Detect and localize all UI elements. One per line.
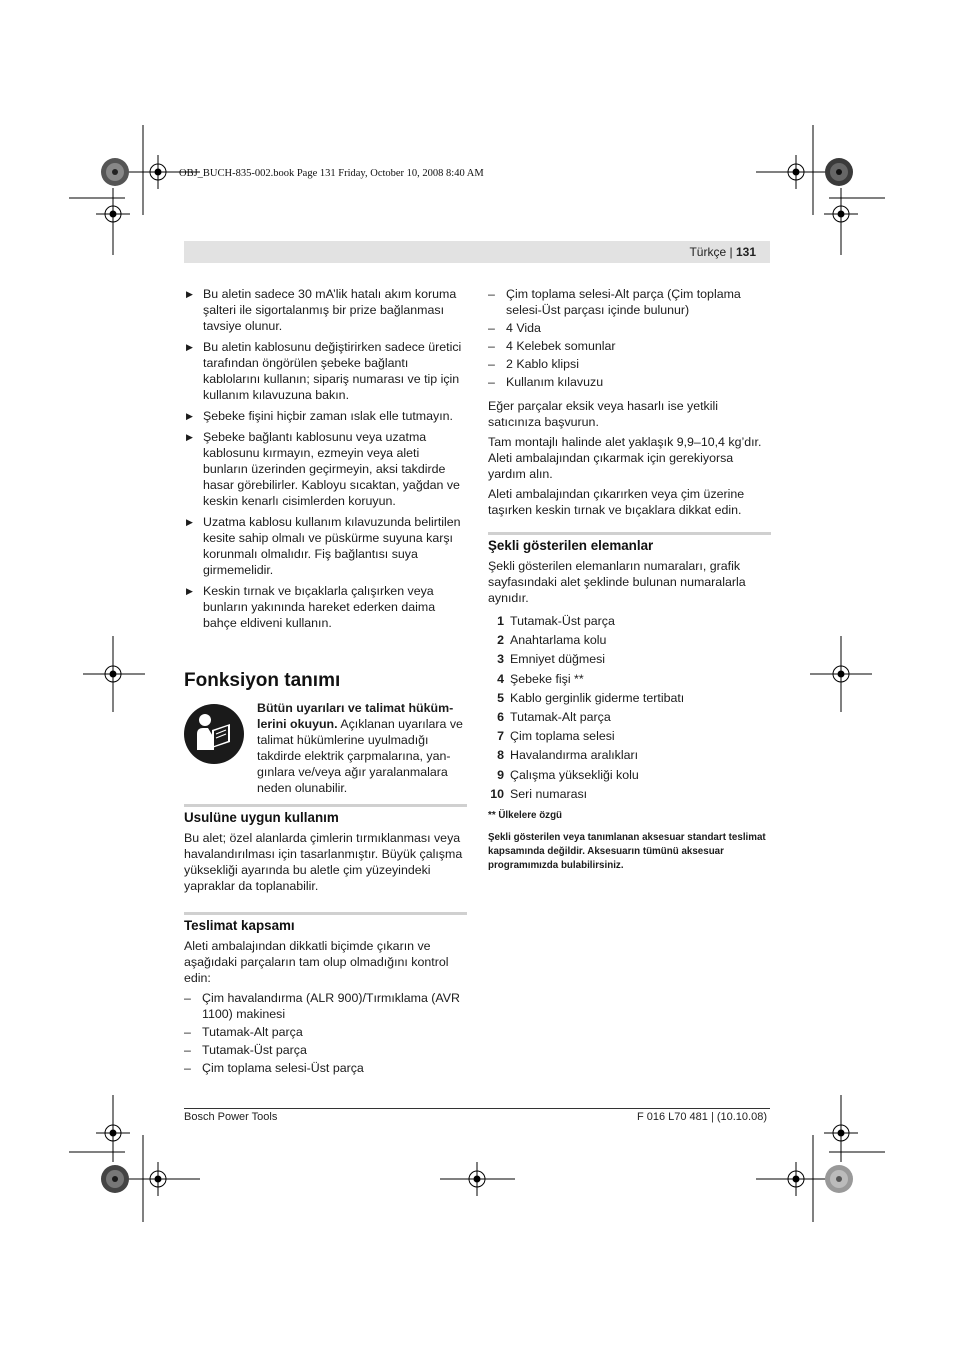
footer-brand: Bosch Power Tools	[184, 1111, 278, 1123]
registration-mark-icon	[810, 636, 872, 712]
registration-mark-icon	[824, 1095, 885, 1162]
component-item: 9 Çalışma yüksekliği kolu	[497, 767, 639, 782]
component-item: 3 Emniyet düğmesi	[497, 652, 606, 667]
component-item: 1 Tutamak-Üst parça	[497, 614, 615, 628]
footer-doc-number: F 016 L70 481 | (10.10.08)	[636, 1111, 767, 1123]
bullet-triangle-icon: ▶	[186, 411, 193, 421]
component-item: 10 Seri numarası	[490, 786, 588, 801]
registration-mark-icon	[123, 1135, 200, 1222]
bullet-triangle-icon: ▶	[186, 517, 193, 527]
component-item: 8 Havalandırma aralıkları	[497, 748, 639, 763]
delivery-note: Aleti ambalajından çıkarırken veya çim üzerine taşırken keskin tırnak ve bıçaklara dikkat edin.	[488, 487, 745, 517]
intended-use-text: Bu alet; özel alanlarda çimlerin tırmıklanması veya havalandırılması için tasarlanmıştır. Büyük çalışma yüksekliği ayarında bu aletle çim yüzeyindeki yapraklar da toplanabilir.	[184, 831, 463, 893]
section-title: Fonksiyon tanımı	[184, 670, 341, 691]
components-heading: Şekli gösterilen elemanlar	[488, 532, 771, 555]
page-header-bar	[184, 241, 770, 263]
safety-bullet: ▶ Bu aletin sadece 30 mA’lik hatalı akım koruma şalteri ile sigortalanmış bir prize bağlanması tavsiye olunur.	[186, 287, 457, 333]
safety-bullet: ▶ Uzatma kablosu kullanım kılavuzunda belirtilen kesite sahip olmalı ve püskürme suyuna karşı korunmalı olmalıdır. Fiş bağlantısı suya girmemelidir.	[186, 515, 461, 577]
color-wheel-icon	[825, 1165, 853, 1193]
component-item: 2 Anahtarlama kolu	[497, 633, 607, 648]
component-item: 6 Tutamak-Alt parça	[497, 709, 611, 724]
safety-bullet: ▶ Keskin tırnak ve bıçaklarla çalışırken veya bunların yakınında hareket ederken daima bahçe eldiveni kullanın.	[186, 584, 436, 630]
component-item: 5 Kablo gerginlik giderme tertibatı	[497, 690, 685, 705]
registration-mark-icon	[756, 1135, 833, 1222]
left-column	[184, 286, 467, 1078]
delivery-item: – Tutamak-Alt parça	[184, 1025, 303, 1039]
delivery-note: Eğer parçalar eksik veya hasarlı ise yetkili satıcınıza başvurun.	[488, 399, 719, 429]
accessory-note: Şekli gösterilen veya tanımlanan aksesuar standart teslimat kapsamında değildir. Aksesuarın tümünü aksesuar programımızda bulabilirsiniz.	[488, 831, 766, 871]
registration-mark-icon	[69, 188, 130, 255]
intended-use-heading: Usulüne uygun kullanım	[184, 804, 467, 827]
components-intro: Şekli gösterilen elemanların numaraları, grafik sayfasındaki alet şeklinde bulunan numaralarla aynıdır.	[488, 559, 746, 605]
registration-mark-icon	[69, 1095, 130, 1162]
delivery-item: – Çim havalandırma (ALR 900)/Tırmıklama (AVR 1100) makinesi	[184, 991, 460, 1021]
delivery-item: – Çim toplama selesi-Alt parça (Çim toplama selesi-Üst parçası içinde bulunur)	[488, 287, 741, 317]
registration-mark-icon	[83, 636, 145, 712]
bullet-triangle-icon: ▶	[186, 586, 193, 596]
bullet-triangle-icon: ▶	[186, 342, 193, 352]
right-column	[488, 286, 771, 873]
delivery-item: – Tutamak-Üst parça	[184, 1043, 307, 1057]
registration-mark-icon	[440, 1162, 515, 1196]
delivery-heading: Teslimat kapsamı	[184, 912, 467, 935]
delivery-note: Tam montajlı halinde alet yaklaşık 9,9–10,4 kg’dır. Aleti ambalajından çıkarmak için gerekiyorsa yardım alın.	[488, 435, 762, 481]
warning-text: Bütün uyarıları ve talimat hüküm-lerini okuyun. Açıklanan uyarılara ve talimat hükümlerine uyulmadığı takdirde elektrik çarpmalarına, yan-gınlara ve/veya ağır yaralanmalara neden olunabilir.	[257, 701, 463, 795]
delivery-item: – Çim toplama selesi-Üst parça	[184, 1061, 364, 1075]
delivery-item: – 2 Kablo klipsi	[488, 357, 580, 371]
delivery-intro: Aleti ambalajından dikkatli biçimde çıkarın ve aşağıdaki parçaların tam olup olmadığını kontrol edin:	[184, 939, 449, 985]
registration-mark-icon	[824, 188, 885, 255]
component-item: 7 Çim toplama selesi	[497, 729, 615, 744]
page-header	[689, 245, 756, 259]
footnote: ** Ülkelere özgü	[488, 809, 563, 821]
bullet-triangle-icon: ▶	[186, 289, 193, 299]
safety-bullet: ▶ Şebeke bağlantı kablosunu veya uzatma kablosunu kırmayın, ezmeyin veya aleti bunların üzerinden geçirmeyin, aksi takdirde hasar görebilirler. Kabloyu sıcaktan, yağdan ve keskin kenarlı cisimlerden koruyun.	[186, 430, 460, 508]
manual-reader-icon	[184, 704, 244, 764]
safety-bullet: ▶ Bu aletin kablosunu değiştirirken sadece üretici tarafından öngörülen şebeke bağlantı kablolarını kullanın; sipariş numarası ve tip için kullanım kılavuzuna bakın.	[186, 340, 462, 402]
bullet-triangle-icon: ▶	[186, 432, 193, 442]
page-number: 131	[735, 245, 756, 259]
warning-block	[184, 700, 467, 796]
header-separator: |	[729, 245, 733, 259]
language-label: Türkçe	[689, 245, 727, 259]
color-wheel-icon	[101, 158, 129, 186]
print-info: OBJ_BUCH-835-002.book Page 131 Friday, October 10, 2008 8:40 AM	[179, 168, 484, 179]
color-wheel-icon	[825, 158, 853, 186]
registration-mark-icon	[756, 125, 833, 215]
safety-bullet: ▶ Şebeke fişini hiçbir zaman ıslak elle tutmayın.	[186, 409, 453, 423]
component-item: 4 Şebeke fişi **	[497, 671, 584, 686]
delivery-item: – Kullanım kılavuzu	[488, 375, 604, 389]
delivery-item: – 4 Kelebek somunlar	[488, 339, 616, 353]
color-wheel-icon	[101, 1165, 129, 1193]
delivery-item: – 4 Vida	[488, 321, 541, 335]
footer-divider	[184, 1108, 770, 1109]
